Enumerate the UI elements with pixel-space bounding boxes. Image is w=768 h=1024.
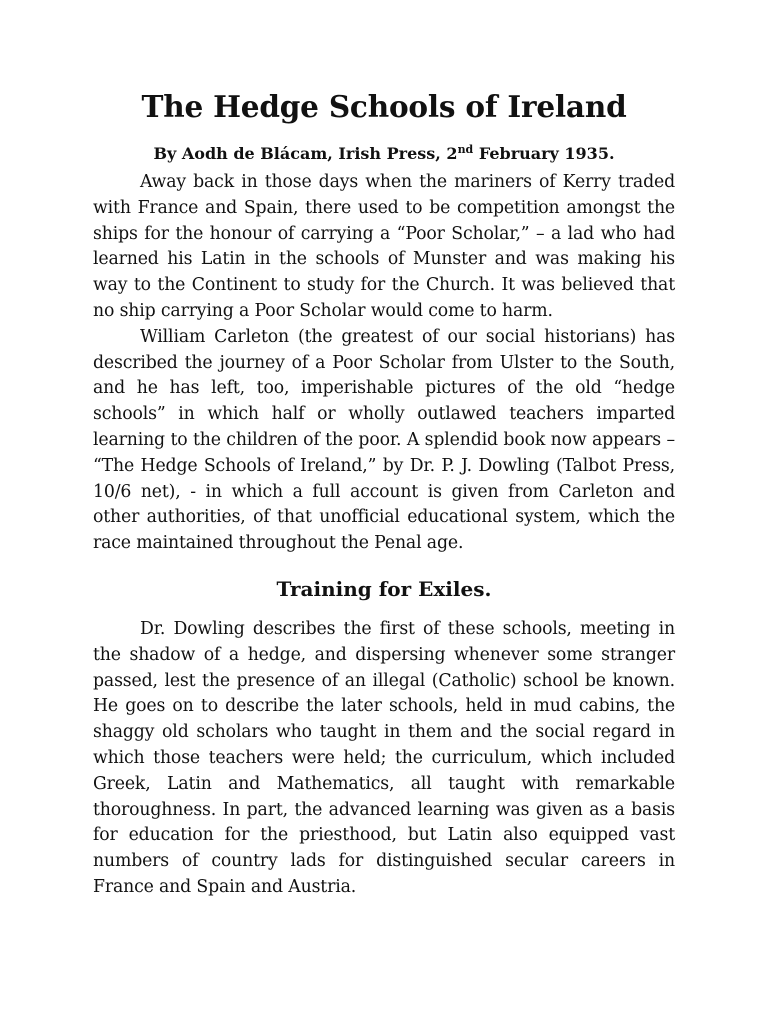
byline-text: By Aodh de Blácam, Irish Press, 2 xyxy=(153,144,458,163)
paragraph-carleton: William Carleton (the greatest of our social historians) has described the journey of a Poor Scholar from Ulster to the South, and he has left, too, imperishable pictures of the old “hedge schools” in which half or wholly outlawed teachers imparted learning to the children of the poor. A splendid book now appears – “The Hedge Schools of Ireland,” by Dr. P. J. Dowling (Talbot Press, 10/6 net), - in which a full account is given from Carleton and other authorities, of that unofficial educational system, which the race maintained throughout the Penal age. xyxy=(93,326,675,554)
section-heading: Training for Exiles. xyxy=(276,576,492,601)
document-title: The Hedge Schools of Ireland xyxy=(141,89,627,124)
paragraph-poor-scholar: Away back in those days when the mariners of Kerry traded with France and Spain, there used to be competition amongst the ships for the honour of carrying a “Poor Scholar,” – a lad who had learned his Latin in the schools of Munster and was making his way to the Continent to study for the Church. It was believed that no ship carrying a Poor Scholar would come to harm. xyxy=(93,172,675,321)
document-page xyxy=(93,86,675,901)
byline-ordinal-suffix: nd xyxy=(457,143,474,156)
byline-date-text: February 1935. xyxy=(473,144,615,163)
byline xyxy=(93,142,675,166)
paragraph-dowling: Dr. Dowling describes the first of these schools, meeting in the shadow of a hedge, and dispersing whenever some stranger passed, lest the presence of an illegal (Catholic) school be known. He goes on to describe the later schools, held in mud cabins, the shaggy old scholars who taught in them and the social regard in which those teachers were held; the curriculum, which included Greek, Latin and Mathematics, all taught with remarkable thoroughness. In part, the advanced learning was given as a basis for education for the priesthood, but Latin also equipped vast numbers of country lads for distinguished secular careers in France and Spain and Austria. xyxy=(93,618,675,897)
